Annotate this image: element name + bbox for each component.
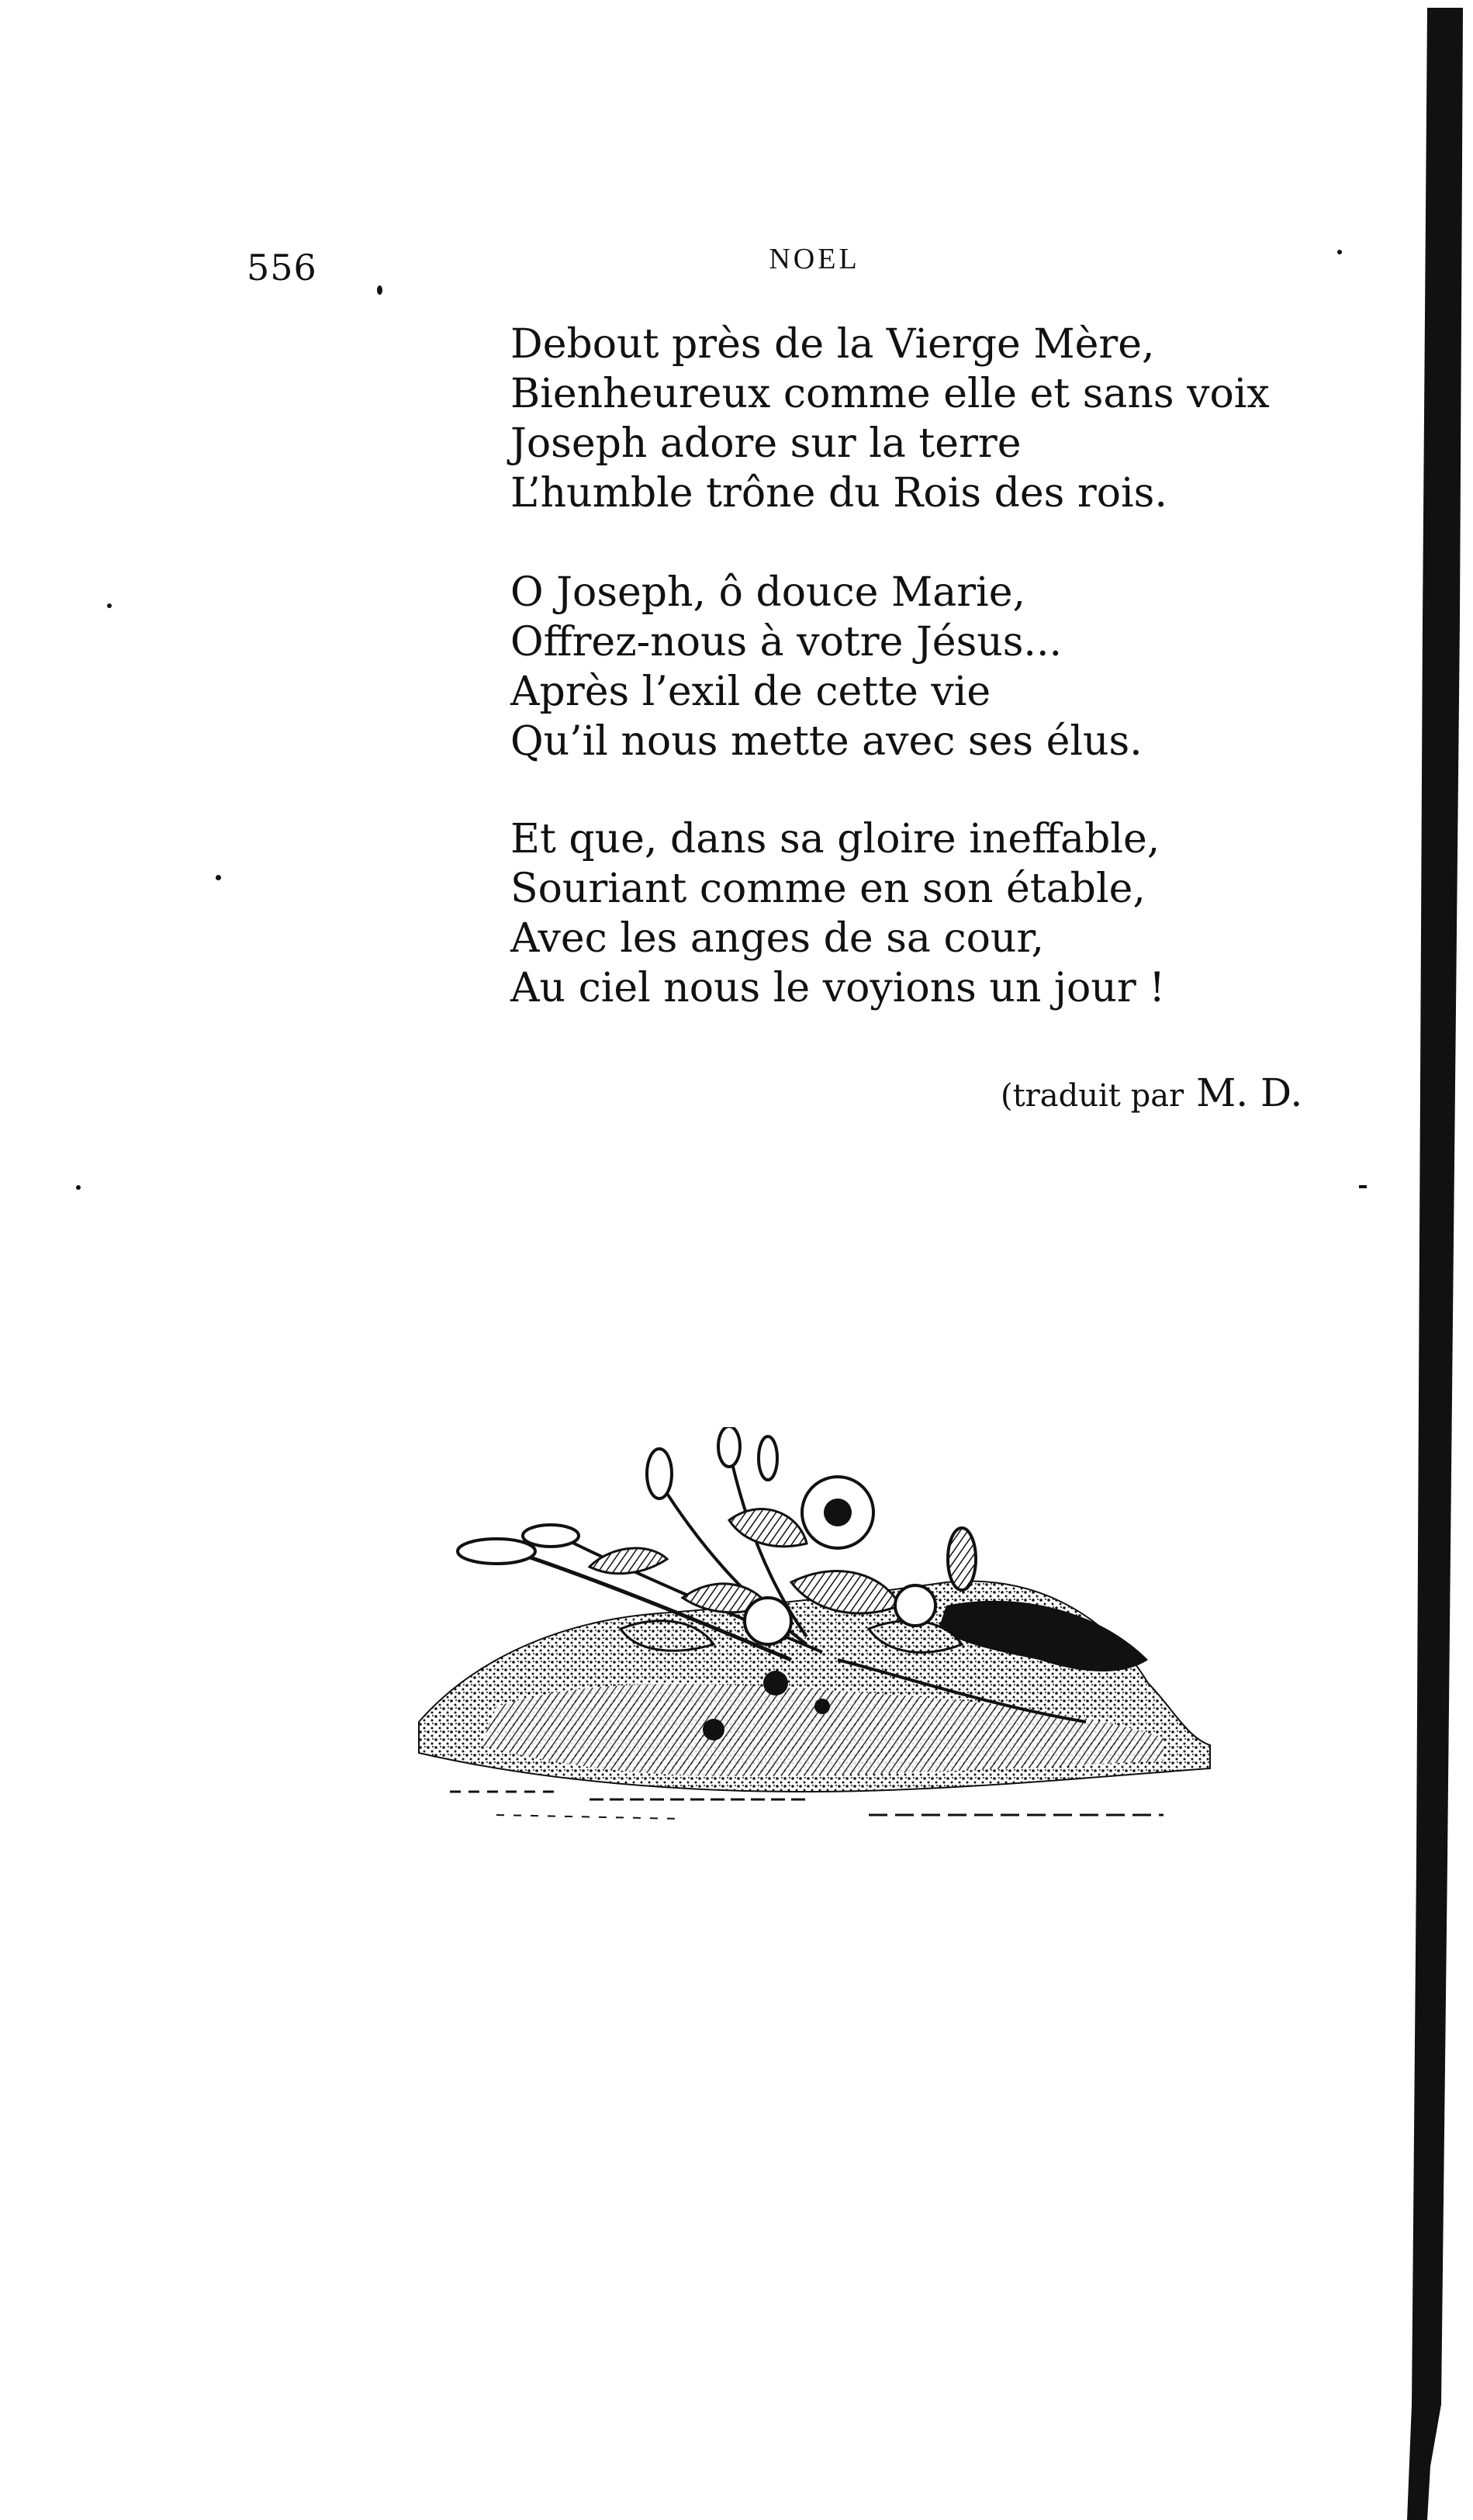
running-head: NOEL [769,243,860,275]
flower-bouquet-vignette-icon [403,1427,1226,1893]
verse-line: Qu’il nous mette avec ses élus. [510,718,1143,765]
verse-line: Au ciel nous le voyions un jour ! [510,965,1166,1011]
poem-stanza-1 [510,320,1426,518]
verse-line: Bienheureux comme elle et sans voix [510,371,1270,417]
page-number: 556 [247,247,317,289]
verse-line: Debout près de la Vierge Mère, [510,321,1155,368]
verse-line: L’humble trône du Rois des rois. [510,470,1167,517]
scan-speck [1359,1185,1367,1188]
binding-edge-shadow [1396,0,1473,2520]
verse-line: Souriant comme en son étable, [510,866,1146,912]
verse-line: Avec les anges de sa cour, [510,915,1045,962]
verse-line: Après l’exil de cette vie [510,669,991,715]
translator-attribution [1001,1070,1302,1115]
poem-stanza-3 [510,814,1426,1013]
poem-stanza-2 [510,568,1426,766]
scan-speck [377,285,382,295]
attribution-prefix: (traduit par [1001,1078,1184,1114]
verse-line: O Joseph, ô douce Marie, [510,569,1025,616]
verse-line: Et que, dans sa gloire ineffable, [510,816,1160,862]
scan-speck [1337,250,1342,254]
verse-line: Joseph adore sur la terre [510,420,1022,467]
scan-speck [216,875,221,880]
scan-speck [76,1185,81,1190]
verse-line: Offrez-nous à votre Jésus... [510,619,1063,665]
scan-speck [107,603,112,608]
attribution-initials: M. D. [1196,1070,1303,1115]
